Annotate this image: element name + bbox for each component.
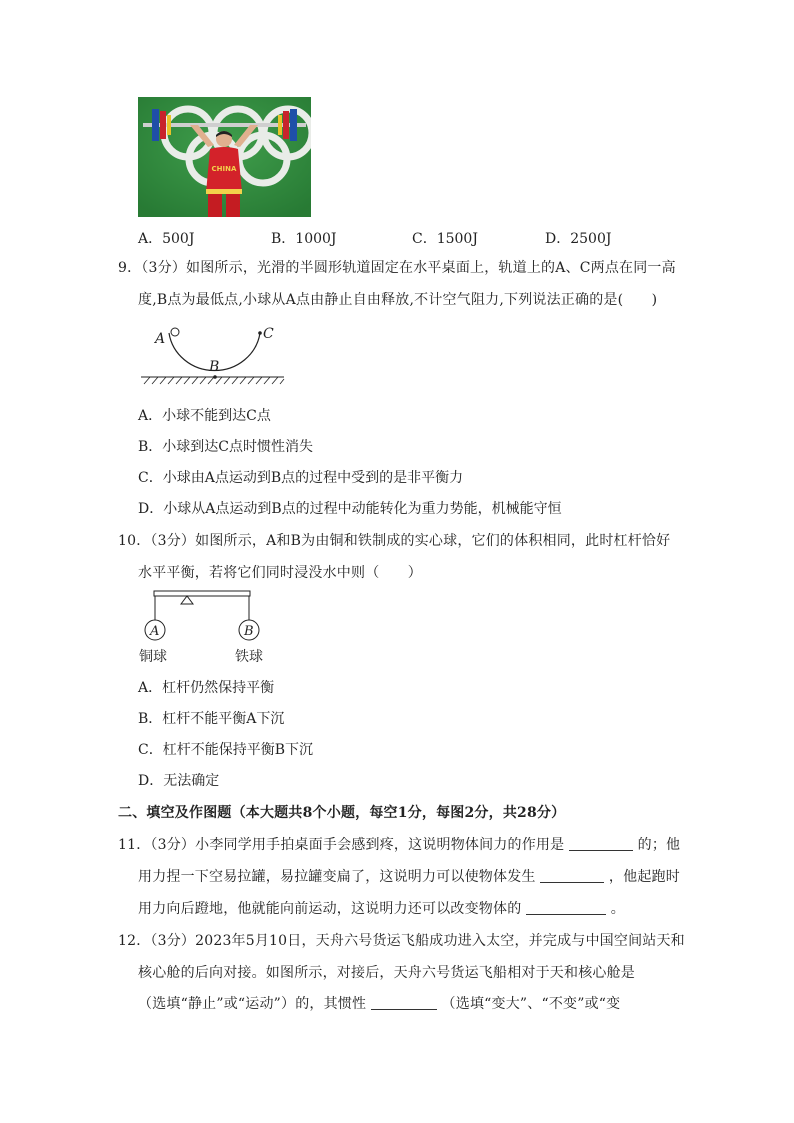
section-2-heading: 二、填空及作图题（本大题共8个小题，每空1分，每图2分，共28分）: [118, 805, 566, 821]
q11-line3-text-a: 用力向后蹬地，他就能向前运动，这说明力还可以改变物体的: [138, 901, 522, 917]
q9-option-c: C．小球由A点运动到B点的过程中受到的是非平衡力: [138, 470, 464, 486]
q10-stem-line2: 水平平衡，若将它们同时浸没水中则（ ）: [138, 565, 422, 581]
q8-option-c: C．1500J: [412, 231, 478, 247]
q10-iron-label: 铁球: [235, 649, 263, 665]
q10-option-b: B．杠杆不能平衡A下沉: [138, 711, 285, 727]
q11-line2-text-a: 用力捏一下空易拉罐，易拉罐变扁了，这说明力可以使物体发生: [138, 869, 536, 885]
q12-stem-line2: 核心舱的后向对接。如图所示，对接后，天舟六号货运飞船相对于天和核心舱是: [138, 965, 635, 981]
q9-track-diagram: [138, 318, 288, 386]
q11-line2: [138, 866, 680, 886]
q11-line1-text-b: 的；他: [637, 837, 681, 853]
weightlifter-photo: [138, 97, 311, 217]
q9-label-b: B: [209, 359, 220, 375]
q10-stem-line1: 10．（3分）如图所示，A和B为由铜和铁制成的实心球，它们的体积相同，此时杠杆恰好: [118, 533, 671, 549]
q11-line3-text-b: 。: [610, 901, 625, 917]
q9-option-d: D．小球从A点运动到B点的过程中动能转化为重力势能，机械能守恒: [138, 501, 562, 517]
q10-lever-diagram: [138, 588, 268, 668]
q8-option-b: B．1000J: [271, 231, 337, 247]
q10-ball-b-label: B: [244, 624, 254, 639]
q11-line2-text-b: ，他起跑时: [608, 869, 680, 885]
q11-blank-1[interactable]: [569, 836, 633, 851]
q12-blank-2[interactable]: [371, 995, 437, 1010]
q11-line1-text-a: 11．（3分）小李同学用手拍桌面手会感到疼，这说明物体间力的作用是: [118, 837, 565, 853]
q10-option-a: A．杠杆仍然保持平衡: [138, 680, 275, 696]
q10-copper-label: 铜球: [139, 649, 167, 665]
q12-line3: [138, 993, 620, 1013]
weightlifter-illustration: [138, 97, 311, 217]
q10-option-c: C．杠杆不能保持平衡B下沉: [138, 742, 313, 758]
q9-option-b: B．小球到达C点时惯性消失: [138, 439, 313, 455]
q11-blank-2[interactable]: [540, 868, 604, 883]
q8-option-a: A．500J: [138, 231, 195, 247]
q9-label-c: C: [263, 326, 274, 342]
svg-text:CHINA: CHINA: [211, 165, 237, 173]
q10-option-d: D．无法确定: [138, 773, 220, 789]
q11-line3: [138, 898, 625, 918]
q12-line3-text-a: （选填“静止”或“运动”）的，其惯性: [138, 996, 367, 1012]
q9-stem-line2: 度,B点为最低点,小球从A点由静止自由释放,不计空气阻力,下列说法正确的是( ): [138, 292, 658, 308]
q9-stem-line1: 9．（3分）如图所示，光滑的半圆形轨道固定在水平桌面上，轨道上的A、C两点在同一高: [118, 260, 676, 276]
q11-blank-3[interactable]: [526, 900, 606, 915]
q12-line3-text-b: （选填“变大”、“不变”或“变: [441, 996, 621, 1012]
q12-stem-line1: 12．（3分）2023年5月10日，天舟六号货运飞船成功进入太空，并完成与中国空间站天和: [118, 933, 685, 949]
q8-option-d: D．2500J: [545, 231, 612, 247]
q9-label-a: A: [155, 331, 166, 347]
q11-line1: [118, 834, 680, 854]
q10-ball-a-label: A: [150, 624, 160, 639]
q9-option-a: A．小球不能到达C点: [138, 408, 271, 424]
